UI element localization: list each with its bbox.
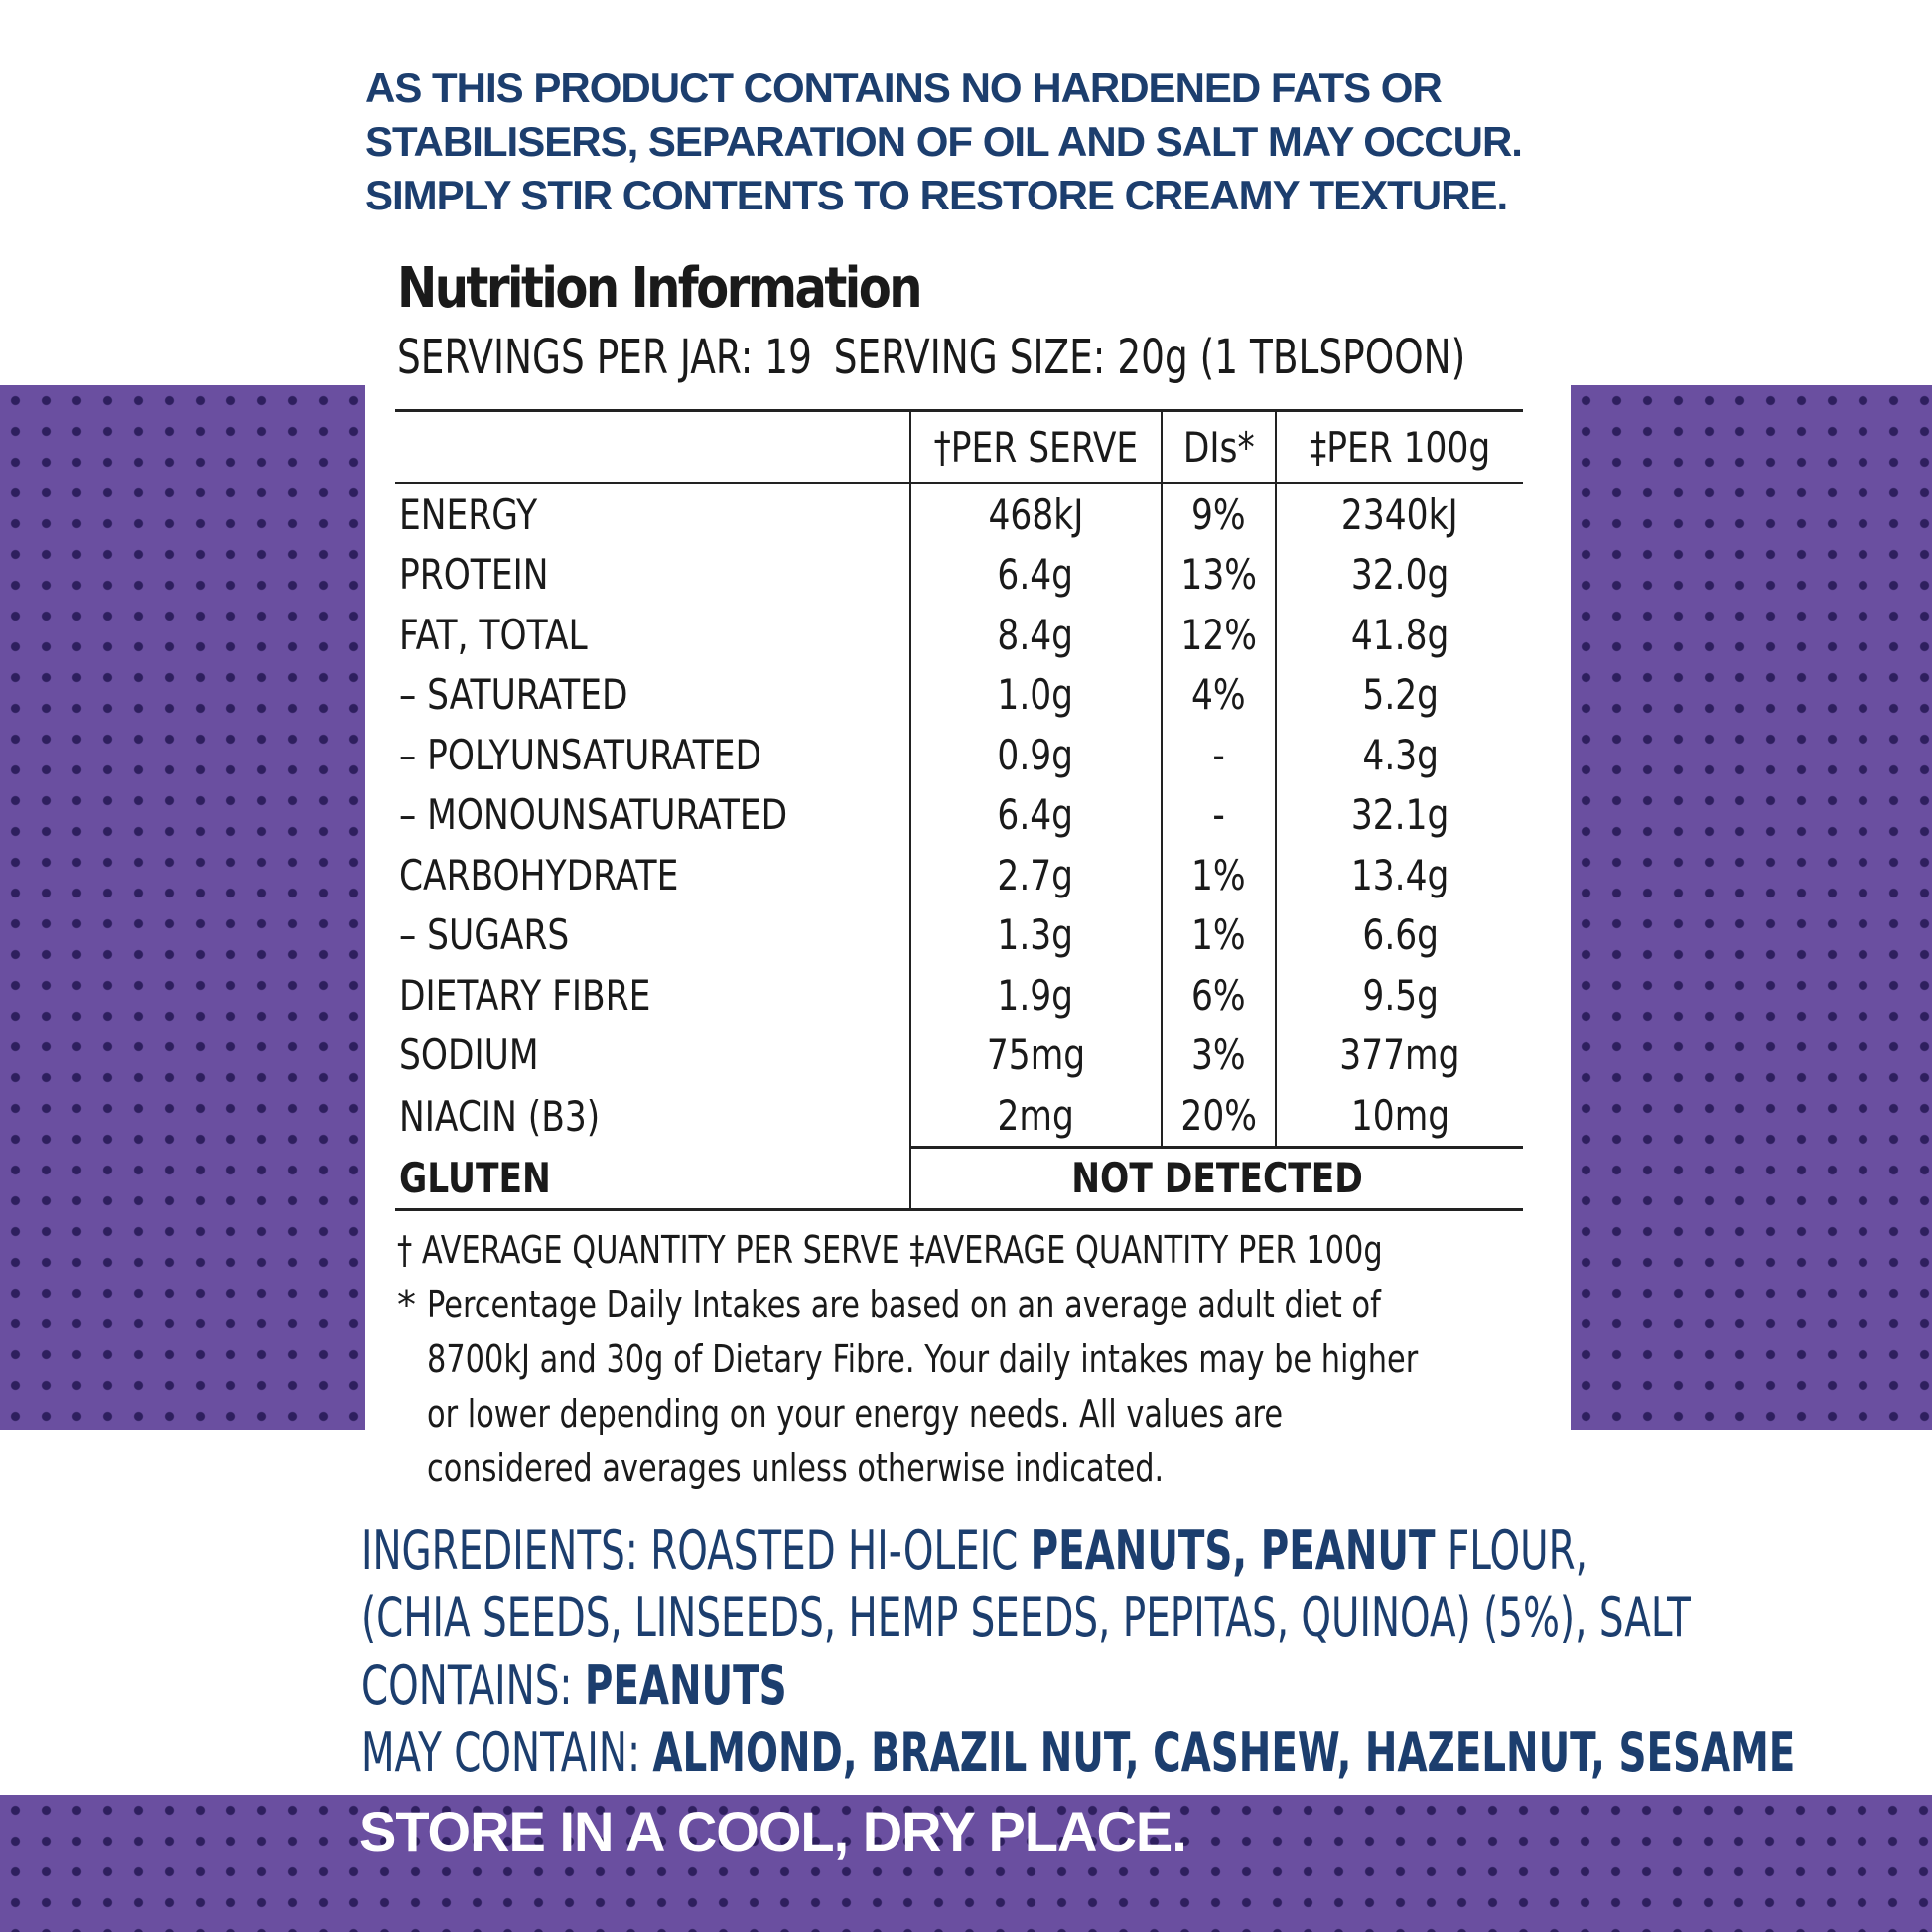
per-100g-value: 6.6g bbox=[1361, 910, 1439, 960]
per-100g-value: 32.0g bbox=[1350, 550, 1449, 600]
nutrient-row-energy bbox=[395, 483, 1523, 545]
per-serve-value: 2mg bbox=[997, 1090, 1074, 1140]
header-dis: DIs* bbox=[1162, 411, 1277, 483]
separation-notice bbox=[365, 62, 1596, 222]
di-value: 9% bbox=[1191, 489, 1246, 539]
per-serve-value: 2.7g bbox=[997, 850, 1074, 899]
di-value: 12% bbox=[1180, 610, 1257, 659]
di-value: 6% bbox=[1191, 970, 1246, 1020]
per-serve-value: 1.0g bbox=[997, 670, 1074, 720]
nutrition-table bbox=[395, 409, 1523, 1211]
purple-dotted-band-left bbox=[0, 385, 365, 1430]
per-100g-value: 32.1g bbox=[1350, 790, 1449, 840]
di-value: 4% bbox=[1191, 670, 1246, 720]
gluten-value: NOT DETECTED bbox=[1071, 1154, 1363, 1203]
ingredients-allergen-peanuts: PEANUTS, PEANUT bbox=[1030, 1519, 1436, 1582]
servings-info bbox=[397, 330, 1465, 385]
nutrient-row-saturated bbox=[395, 665, 1523, 726]
nutrient-label: PROTEIN bbox=[399, 550, 549, 600]
header-blank bbox=[395, 411, 910, 483]
notice-line-3: SIMPLY STIR CONTENTS TO RESTORE CREAMY TEXTURE. bbox=[365, 172, 1508, 218]
nutrient-row-dietary-fibre bbox=[395, 965, 1523, 1026]
di-value: - bbox=[1212, 730, 1225, 779]
nutrient-row-carbohydrate bbox=[395, 845, 1523, 905]
nutrient-row-niacin bbox=[395, 1085, 1523, 1147]
per-serve-value: 6.4g bbox=[997, 550, 1074, 600]
nutrient-label: FAT, TOTAL bbox=[399, 610, 588, 659]
per-100g-value: 377mg bbox=[1339, 1031, 1460, 1080]
nutrient-label: – POLYUNSATURATED bbox=[399, 730, 762, 779]
per-serve-value: 75mg bbox=[986, 1031, 1085, 1080]
notice-line-1: AS THIS PRODUCT CONTAINS NO HARDENED FATS OR bbox=[365, 65, 1442, 111]
nutrient-row-sugars bbox=[395, 905, 1523, 966]
per-serve-value: 8.4g bbox=[997, 610, 1074, 659]
per-100g-value: 10mg bbox=[1350, 1090, 1449, 1140]
nutrient-row-polyunsaturated bbox=[395, 725, 1523, 785]
nutrient-label: ENERGY bbox=[399, 489, 538, 539]
nutrition-footnotes bbox=[397, 1223, 1509, 1496]
nutrient-row-protein bbox=[395, 545, 1523, 606]
footnote-average-quantity: † AVERAGE QUANTITY PER SERVE ‡AVERAGE QUANTITY PER 100g bbox=[397, 1228, 1383, 1272]
per-serve-value: 1.3g bbox=[997, 910, 1074, 960]
contains-value: PEANUTS bbox=[584, 1654, 787, 1717]
per-100g-value: 9.5g bbox=[1361, 970, 1439, 1020]
notice-line-2: STABILISERS, SEPARATION OF OIL AND SALT MAY OCCUR. bbox=[365, 118, 1522, 165]
nutrient-label: – SATURATED bbox=[399, 670, 628, 720]
per-serve-value: 6.4g bbox=[997, 790, 1074, 840]
ingredients-section bbox=[361, 1517, 1796, 1787]
ingredients-line-2: (CHIA SEEDS, LINSEEDS, HEMP SEEDS, PEPITAS, QUINOA) (5%), SALT bbox=[361, 1587, 1691, 1649]
per-100g-value: 5.2g bbox=[1361, 670, 1439, 720]
nutrient-row-fat-total bbox=[395, 605, 1523, 665]
gluten-label: GLUTEN bbox=[399, 1153, 551, 1202]
di-value: 3% bbox=[1191, 1031, 1246, 1080]
per-serve-value: 0.9g bbox=[997, 730, 1074, 779]
nutrient-label: SODIUM bbox=[399, 1031, 539, 1080]
ingredients-line-1-suffix: FLOUR, bbox=[1435, 1519, 1587, 1582]
contains-label: CONTAINS: bbox=[361, 1654, 585, 1717]
nutrient-row-sodium bbox=[395, 1026, 1523, 1086]
header-per-serve: †PER SERVE bbox=[910, 411, 1162, 483]
nutrient-label: NIACIN (B3) bbox=[399, 1091, 601, 1141]
footnote-daily-intake: Percentage Daily Intakes are based on an average adult diet of 8700kJ and 30g of Dietary Fibre. Your daily intakes may be higher or lower depending on your energy needs. All values are considered averages unless otherwise indicated. bbox=[427, 1283, 1419, 1490]
nutrient-label: DIETARY FIBRE bbox=[399, 970, 651, 1020]
di-value: 1% bbox=[1191, 910, 1246, 960]
nutrient-label: – SUGARS bbox=[399, 910, 570, 960]
per-100g-value: 4.3g bbox=[1361, 730, 1439, 779]
di-value: 13% bbox=[1180, 550, 1257, 600]
storage-instructions: STORE IN A COOL, DRY PLACE. bbox=[359, 1800, 1186, 1863]
di-value: 1% bbox=[1191, 850, 1246, 899]
per-100g-value: 2340kJ bbox=[1341, 489, 1459, 539]
per-100g-value: 41.8g bbox=[1350, 610, 1449, 659]
di-value: 20% bbox=[1180, 1090, 1257, 1140]
may-contain-value: ALMOND, BRAZIL NUT, CASHEW, HAZELNUT, SESAME bbox=[652, 1722, 1796, 1784]
per-serve-value: 1.9g bbox=[997, 970, 1074, 1020]
footnote-star: * bbox=[397, 1283, 416, 1326]
nutrition-header-row bbox=[395, 411, 1523, 483]
nutrition-title: Nutrition Information bbox=[397, 256, 920, 321]
servings-per-jar: SERVINGS PER JAR: 19 bbox=[397, 330, 812, 385]
per-100g-value: 13.4g bbox=[1350, 850, 1449, 899]
di-value: - bbox=[1212, 790, 1225, 840]
nutrient-label: CARBOHYDRATE bbox=[399, 850, 679, 899]
header-per-100g: ‡PER 100g bbox=[1276, 411, 1523, 483]
nutrient-label: – MONOUNSATURATED bbox=[399, 790, 788, 840]
per-serve-value: 468kJ bbox=[988, 489, 1084, 539]
nutrient-row-monounsaturated bbox=[395, 785, 1523, 846]
purple-dotted-band-right bbox=[1571, 385, 1932, 1430]
serving-size: SERVING SIZE: 20g (1 TBLSPOON) bbox=[833, 330, 1466, 385]
gluten-row bbox=[395, 1147, 1523, 1210]
ingredients-line-1-prefix: INGREDIENTS: ROASTED HI-OLEIC bbox=[361, 1519, 1031, 1582]
may-contain-label: MAY CONTAIN: bbox=[361, 1722, 653, 1784]
